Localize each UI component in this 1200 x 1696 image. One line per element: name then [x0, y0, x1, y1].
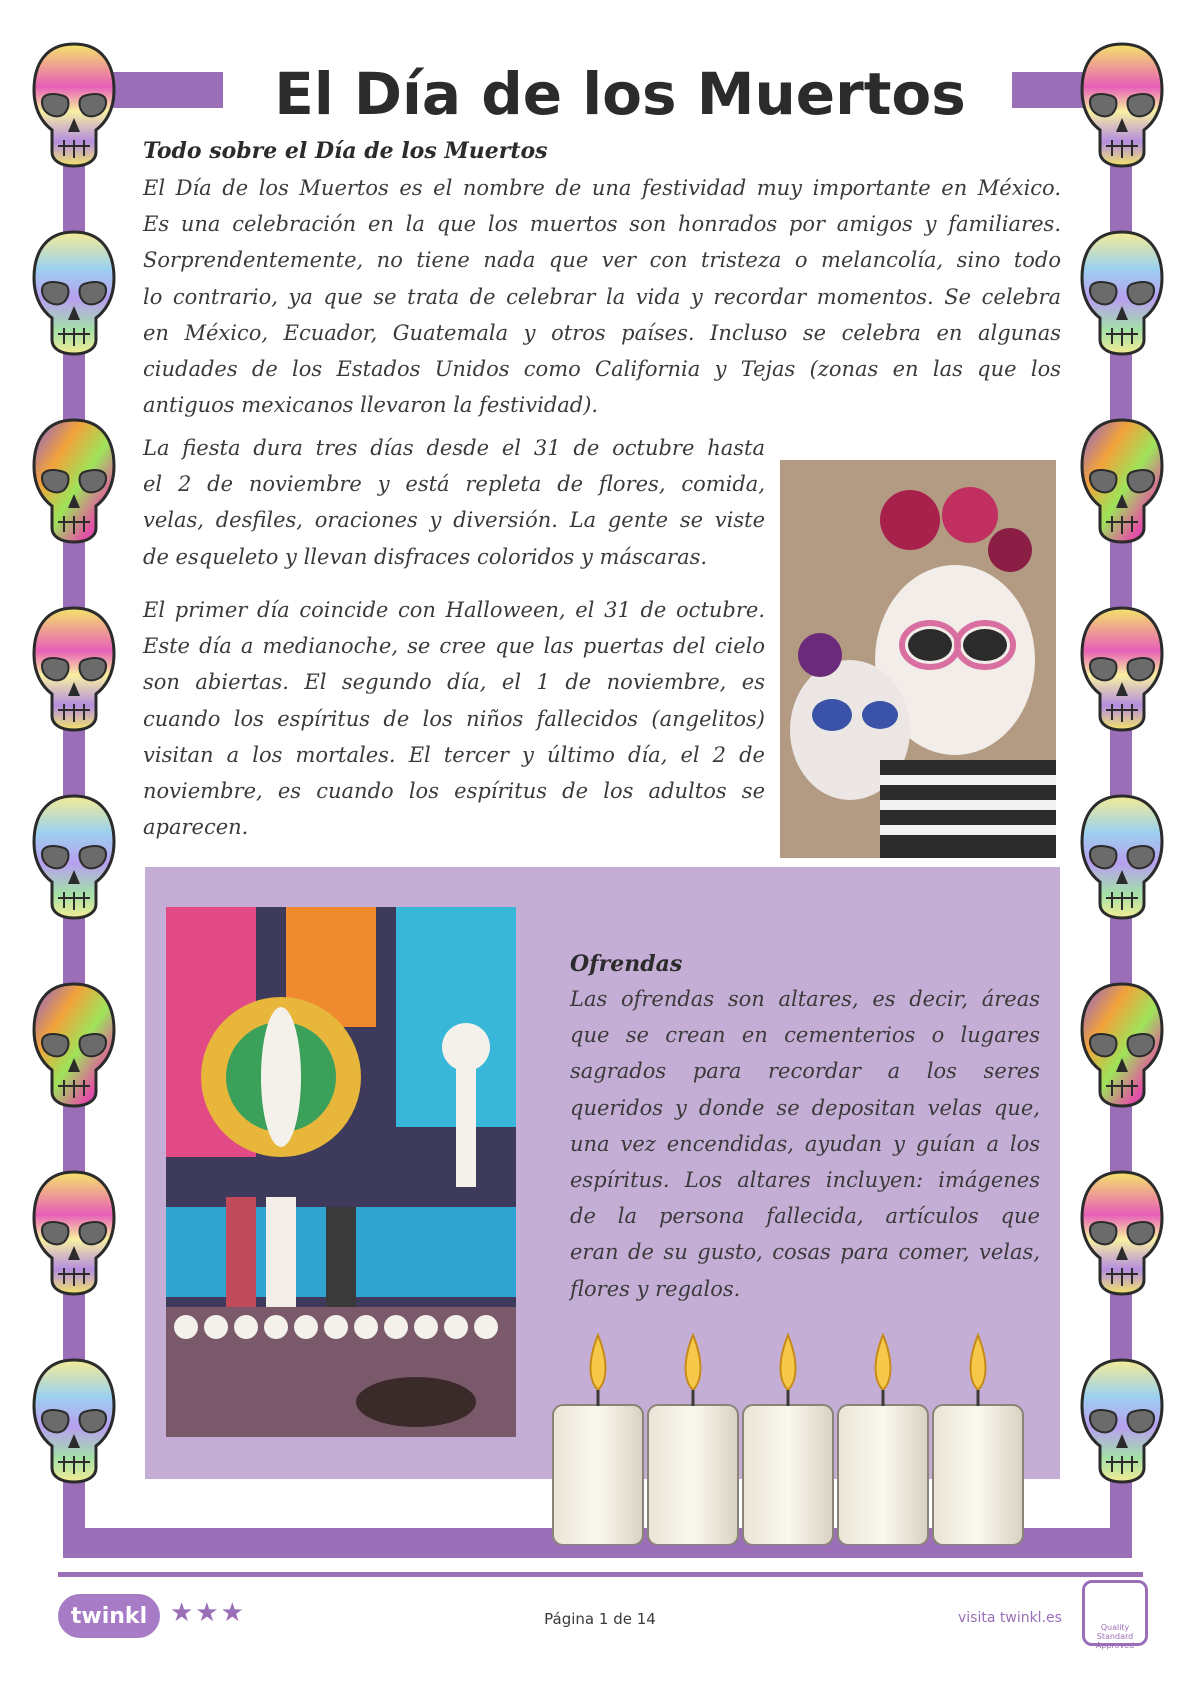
text-line: Es una celebración en la que los muertos son honrados por amigos y familiares. [143, 212, 1061, 237]
candle-icon [743, 1335, 833, 1545]
text-line: visitan a los mortales. El tercer y último día, el 2 de [143, 742, 765, 767]
skull-icon [1078, 40, 1166, 172]
text-line: de la persona fallecida, artículos que [570, 1204, 1040, 1229]
skull-icon [1078, 1356, 1166, 1488]
text-line: una vez encendidas, ayudan y guían a los [570, 1131, 1040, 1156]
altar-photo [166, 907, 516, 1437]
text-line: eran de su gusto, cosas para comer, velas, [570, 1240, 1040, 1265]
days-paragraph [143, 592, 765, 845]
skull-icon [1078, 228, 1166, 360]
text-line: que se crean en cementerios o lugares [570, 1023, 1040, 1048]
text-line: aparecen. [143, 815, 249, 840]
festival-paragraph [143, 430, 765, 575]
skull-icon [1078, 792, 1166, 924]
text-line: lo contrario, ya que se trata de celebrar la vida y recordar momentos. Se celebra [143, 284, 1061, 309]
skull-icon [30, 792, 118, 924]
candle-icon [648, 1335, 738, 1545]
footer-divider [58, 1572, 1143, 1577]
text-line: flores y regalos. [570, 1276, 741, 1301]
twinkl-logo[interactable]: twinkl [58, 1594, 160, 1638]
visit-link[interactable]: visita twinkl.es [958, 1610, 1062, 1626]
skull-icon [1078, 416, 1166, 548]
skull-icon [30, 1168, 118, 1300]
text-line: La fiesta dura tres días desde el 31 de octubre hasta [143, 436, 765, 460]
rating-stars: ★★★ [170, 1598, 246, 1628]
skull-icon [30, 980, 118, 1112]
skull-icon [1078, 1168, 1166, 1300]
text-line: Las ofrendas son altares, es decir, áreas [570, 987, 1040, 1011]
text-line: son abiertas. El segundo día, el 1 de noviembre, es [143, 670, 765, 695]
section-heading: Todo sobre el Día de los Muertos [143, 138, 548, 164]
text-line: sagrados para recordar a los seres [570, 1059, 1040, 1084]
skull-icon [30, 416, 118, 548]
page-number: Página 1 de 14 [544, 1610, 656, 1628]
intro-paragraph [143, 170, 1061, 423]
text-line: en México, Ecuador, Guatemala y otros países. Incluso se celebra en algunas [143, 320, 1061, 345]
text-line: espíritus. Los altares incluyen: imágenes [570, 1168, 1040, 1193]
text-line: El Día de los Muertos es el nombre de una festividad muy importante en México. [143, 176, 1061, 200]
page-title: El Día de los Muertos [274, 60, 966, 128]
candle-icon [553, 1335, 643, 1545]
text-line: velas, desfiles, oraciones y diversión. La gente se viste [143, 508, 765, 533]
candle-icon [933, 1335, 1023, 1545]
text-line: de esqueleto y llevan disfraces coloridos y máscaras. [143, 544, 708, 569]
candle-icon [838, 1335, 928, 1545]
text-line: queridos y donde se depositan velas que, [570, 1095, 1040, 1120]
skull-icon [30, 604, 118, 736]
skull-icon [1078, 604, 1166, 736]
text-line: antiguos mexicanos llevaron la festividad). [143, 393, 599, 418]
skull-icon [30, 228, 118, 360]
skull-icon [30, 40, 118, 172]
text-line: noviembre, es cuando los espíritus de los adultos se [143, 779, 765, 804]
text-line: el 2 de noviembre y está repleta de flores, comida, [143, 472, 765, 497]
ofrendas-paragraph [570, 981, 1040, 1307]
face-paint-photo [780, 460, 1056, 858]
candles-illustration [548, 1320, 1048, 1545]
skull-icon [1078, 980, 1166, 1112]
skull-icon [30, 1356, 118, 1488]
text-line: El primer día coincide con Halloween, el 31 de octubre. [143, 598, 765, 622]
text-line: Este día a medianoche, se cree que las puertas del cielo [143, 634, 765, 659]
text-line: cuando los espíritus de los niños fallecidos (angelitos) [143, 706, 765, 731]
ofrendas-heading: Ofrendas [570, 951, 683, 977]
text-line: ciudades de los Estados Unidos como California y Tejas (zonas en las que los [143, 357, 1061, 382]
text-line: Sorprendentemente, no tiene nada que ver con tristeza o melancolía, sino todo [143, 248, 1061, 273]
quality-badge: Quality Standard Approved [1082, 1580, 1148, 1646]
